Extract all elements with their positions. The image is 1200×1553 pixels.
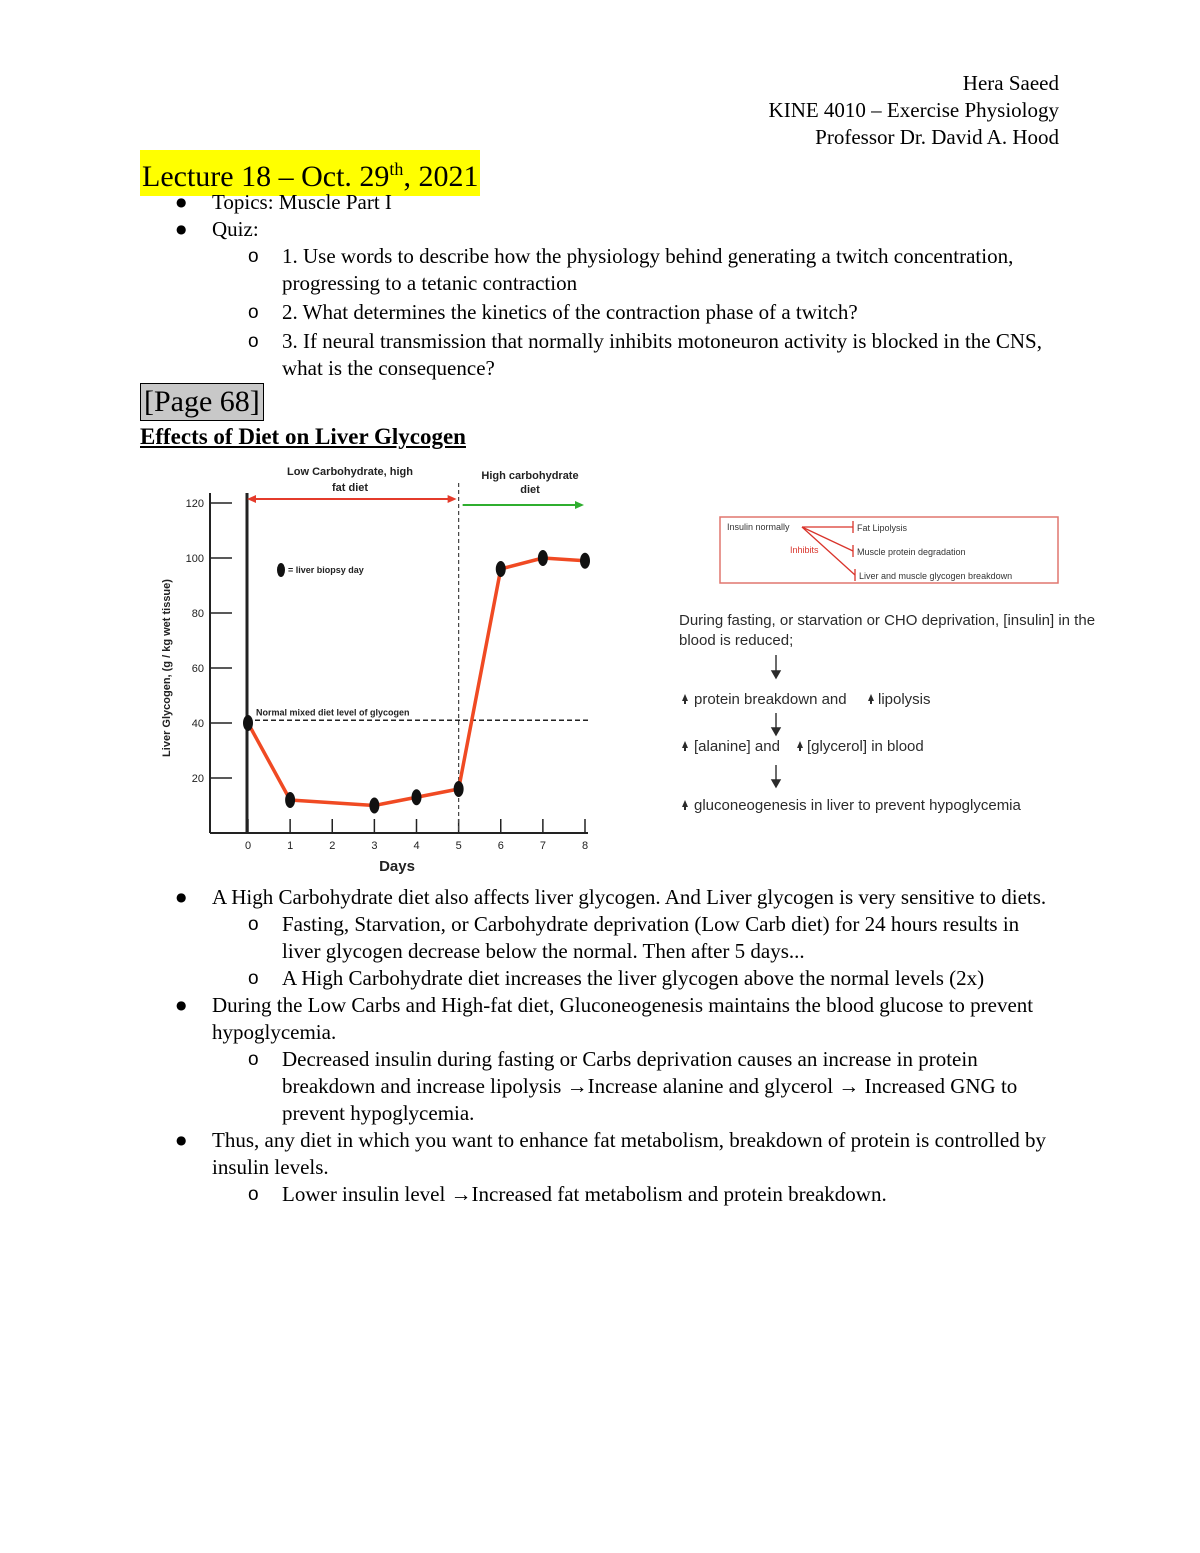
quiz-item — [0, 243, 1062, 297]
insulin-diagram — [670, 505, 1150, 825]
normal-level-label: Normal mixed diet level of glycogen — [256, 707, 410, 718]
series-line — [248, 558, 585, 806]
quiz-text: 1. Use words to describe how the physiology behind generating a twitch concentration, progressing to a tetanic contraction — [282, 244, 1014, 295]
step-gluconeogenesis: gluconeogenesis in liver to prevent hypoglycemia — [694, 797, 1021, 814]
y-tick-label: 120 — [185, 498, 204, 510]
high-carb-label-line2: diet — [520, 484, 540, 496]
x-tick-label: 2 — [329, 840, 336, 852]
note-item: ● During the Low Carbs and High-fat diet, Gluconeogenesis maintains the blood glucose to prevent hypoglycemia. — [0, 992, 1062, 1046]
step-alanine: [alanine] and — [694, 738, 780, 755]
y-tick-label: 100 — [185, 553, 204, 565]
professor-name: Professor Dr. David A. Hood — [815, 125, 1059, 149]
lecture-title-main: Lecture 18 – Oct. 29 — [142, 160, 390, 193]
step-lipolysis: lipolysis — [878, 691, 931, 708]
topics-list — [0, 189, 1062, 382]
quiz-item — [0, 299, 1062, 326]
liver-glycogen-chart — [140, 455, 610, 880]
low-carb-label-line1: Low Carbohydrate, high — [287, 466, 413, 478]
step-glycerol: [glycerol] in blood — [807, 738, 924, 755]
x-tick-label: 5 — [455, 840, 462, 852]
target-fat-lipolysis: Fat Lipolysis — [857, 523, 908, 533]
legend-label: = liver biopsy day — [288, 565, 364, 575]
lecture-title-sup: th — [389, 159, 404, 179]
fasting-text-line1: During fasting, or starvation or CHO deprivation, [insulin] in the — [679, 612, 1096, 629]
note-sub-text: Lower insulin level →Increased fat metabolism and protein breakdown. — [282, 1182, 887, 1206]
data-point — [496, 561, 506, 577]
x-tick-label: 3 — [371, 840, 378, 852]
topic-item: ● Quiz: — [0, 216, 1062, 243]
legend-marker — [277, 563, 285, 577]
y-tick-label: 80 — [191, 608, 204, 620]
x-axis-label: Days — [379, 858, 415, 875]
target-glycogen-breakdown: Liver and muscle glycogen breakdown — [859, 571, 1013, 581]
section-title: Effects of Diet on Liver Glycogen — [140, 424, 466, 449]
x-tick-label: 1 — [287, 840, 294, 852]
note-sub-item — [0, 965, 1062, 992]
data-point — [412, 789, 422, 805]
note-sub-text: Fasting, Starvation, or Carbohydrate deprivation (Low Carb diet) for 24 hours results in liver glycogen decrease below the normal. Then after 5 days... — [282, 912, 1020, 963]
notes-list — [0, 884, 1062, 1208]
sub-bullet-icon: o — [248, 914, 259, 935]
quiz-text: 3. If neural transmission that normally inhibits motoneuron activity is blocked in the CNS, what is the consequence? — [282, 329, 1042, 380]
note-item: ● A High Carbohydrate diet also affects liver glycogen. And Liver glycogen is very sensitive to diets. — [0, 884, 1062, 911]
target-muscle-protein: Muscle protein degradation — [857, 547, 966, 557]
data-point — [580, 553, 590, 569]
low-carb-arrow-right-head — [448, 495, 457, 503]
topic-item: ● Topics: Muscle Part I — [0, 189, 1062, 216]
y-tick-label: 40 — [191, 718, 204, 730]
low-carb-label-line2: fat diet — [331, 482, 369, 494]
x-tick-label: 7 — [539, 840, 546, 852]
sub-bullet-icon: o — [248, 331, 259, 352]
y-tick-label: 60 — [191, 663, 204, 675]
data-point — [285, 792, 295, 808]
y-tick-label: 20 — [191, 773, 204, 785]
data-point — [538, 550, 548, 566]
document-header — [769, 70, 1059, 151]
high-carb-label-line1: High carbohydrate — [481, 470, 579, 482]
sub-bullet-icon: o — [248, 302, 259, 323]
insulin-label: Insulin normally — [727, 522, 790, 532]
y-axis-label: Liver Glycogen, (g / kg wet tissue) — [161, 579, 173, 757]
down-arrow-icons — [772, 655, 780, 787]
high-carb-arrow-head — [575, 501, 584, 509]
data-point — [454, 781, 464, 797]
author-name: Hera Saeed — [962, 71, 1059, 95]
course-name: KINE 4010 – Exercise Physiology — [768, 98, 1059, 122]
x-tick-label: 4 — [413, 840, 420, 852]
note-item: ● Thus, any diet in which you want to enhance fat metabolism, breakdown of protein is controlled by insulin levels. — [0, 1127, 1062, 1181]
sub-bullet-icon: o — [248, 1184, 259, 1205]
note-sub-item — [0, 1181, 1062, 1208]
sub-bullet-icon: o — [248, 1049, 259, 1070]
note-sub-item — [0, 911, 1062, 965]
lecture-title-year: , 2021 — [403, 160, 479, 193]
x-tick-label: 8 — [581, 840, 589, 852]
x-tick-label: 0 — [244, 840, 252, 852]
note-sub-item — [0, 1046, 1062, 1127]
note-sub-text: A High Carbohydrate diet increases the liver glycogen above the normal levels (2x) — [282, 966, 985, 990]
x-tick-label: 6 — [497, 840, 504, 852]
inhibits-label: Inhibits — [790, 545, 819, 555]
sub-bullet-icon: o — [248, 968, 259, 989]
data-point — [243, 715, 253, 731]
note-sub-text: Decreased insulin during fasting or Carbs deprivation causes an increase in protein breakdown and increase lipolysis →Increase alanine and glycerol → Increased GNG to prevent hypoglycemia. — [282, 1047, 1018, 1125]
step-protein-breakdown: protein breakdown and — [694, 691, 847, 708]
page-reference: [Page 68] — [140, 383, 264, 421]
quiz-text: 2. What determines the kinetics of the contraction phase of a twitch? — [282, 300, 858, 324]
quiz-item — [0, 328, 1062, 382]
data-point — [369, 798, 379, 814]
fasting-text-line2: blood is reduced; — [679, 632, 794, 649]
sub-bullet-icon: o — [248, 246, 259, 267]
